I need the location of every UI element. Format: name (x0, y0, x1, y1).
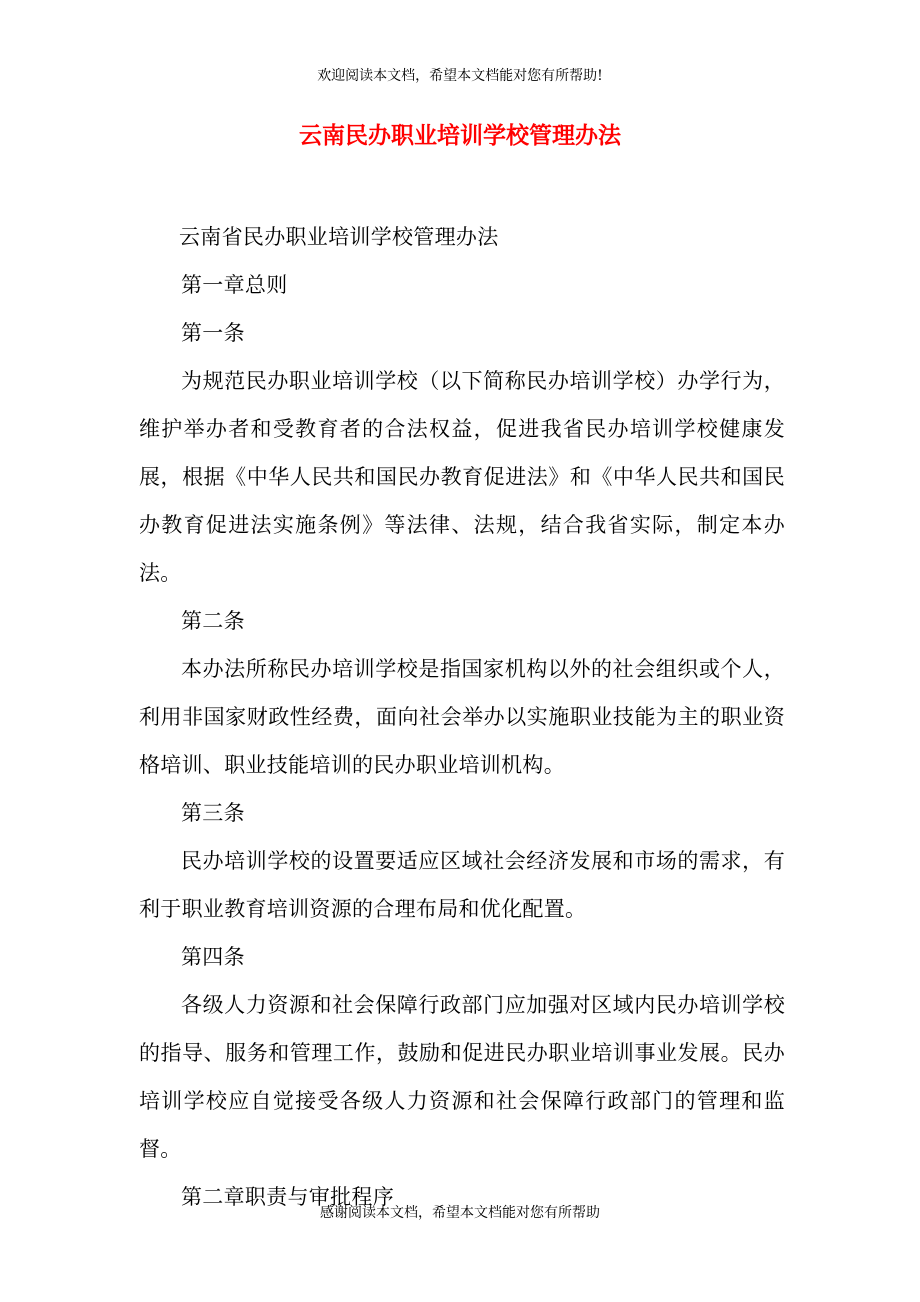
document-subtitle: 云南省民办职业培训学校管理办法 (179, 225, 499, 249)
article-heading: 第二条 (181, 609, 245, 633)
chapter-heading: 第二章职责与审批程序 (181, 1185, 394, 1209)
document-body (139, 213, 785, 1221)
article-paragraph: 本办法所称民办培训学校是指国家机构以外的社会组织或个人，利用非国家财政性经费，面向社会举办以实施职业技能为主的职业资格培训、职业技能培训的民办职业培训机构。 (139, 657, 785, 777)
header-note: 欢迎阅读本文档，希望本文档能对您有所帮助! (317, 68, 603, 84)
chapter-heading: 第一章总则 (181, 273, 288, 297)
article-heading: 第四条 (181, 945, 245, 969)
article-heading: 第一条 (181, 321, 245, 345)
article-paragraph: 民办培训学校的设置要适应区域社会经济发展和市场的需求，有利于职业教育培训资源的合理布局和优化配置。 (139, 849, 785, 921)
footer-note: 感谢阅读本文档，希望本文档能对您有所帮助 (320, 1205, 600, 1221)
article-paragraph: 各级人力资源和社会保障行政部门应加强对区域内民办培训学校的指导、服务和管理工作，鼓励和促进民办职业培训事业发展。民办培训学校应自觉接受各级人力资源和社会保障行政部门的管理和监督。 (139, 993, 785, 1161)
article-paragraph: 为规范民办职业培训学校（以下简称民办培训学校）办学行为，维护举办者和受教育者的合法权益，促进我省民办培训学校健康发展，根据《中华人民共和国民办教育促进法》和《中华人民共和国民办教育促进法实施条例》等法律、法规，结合我省实际，制定本办法。 (139, 369, 785, 585)
article-heading: 第三条 (181, 801, 245, 825)
document-title: 云南民办职业培训学校管理办法 (299, 122, 621, 149)
